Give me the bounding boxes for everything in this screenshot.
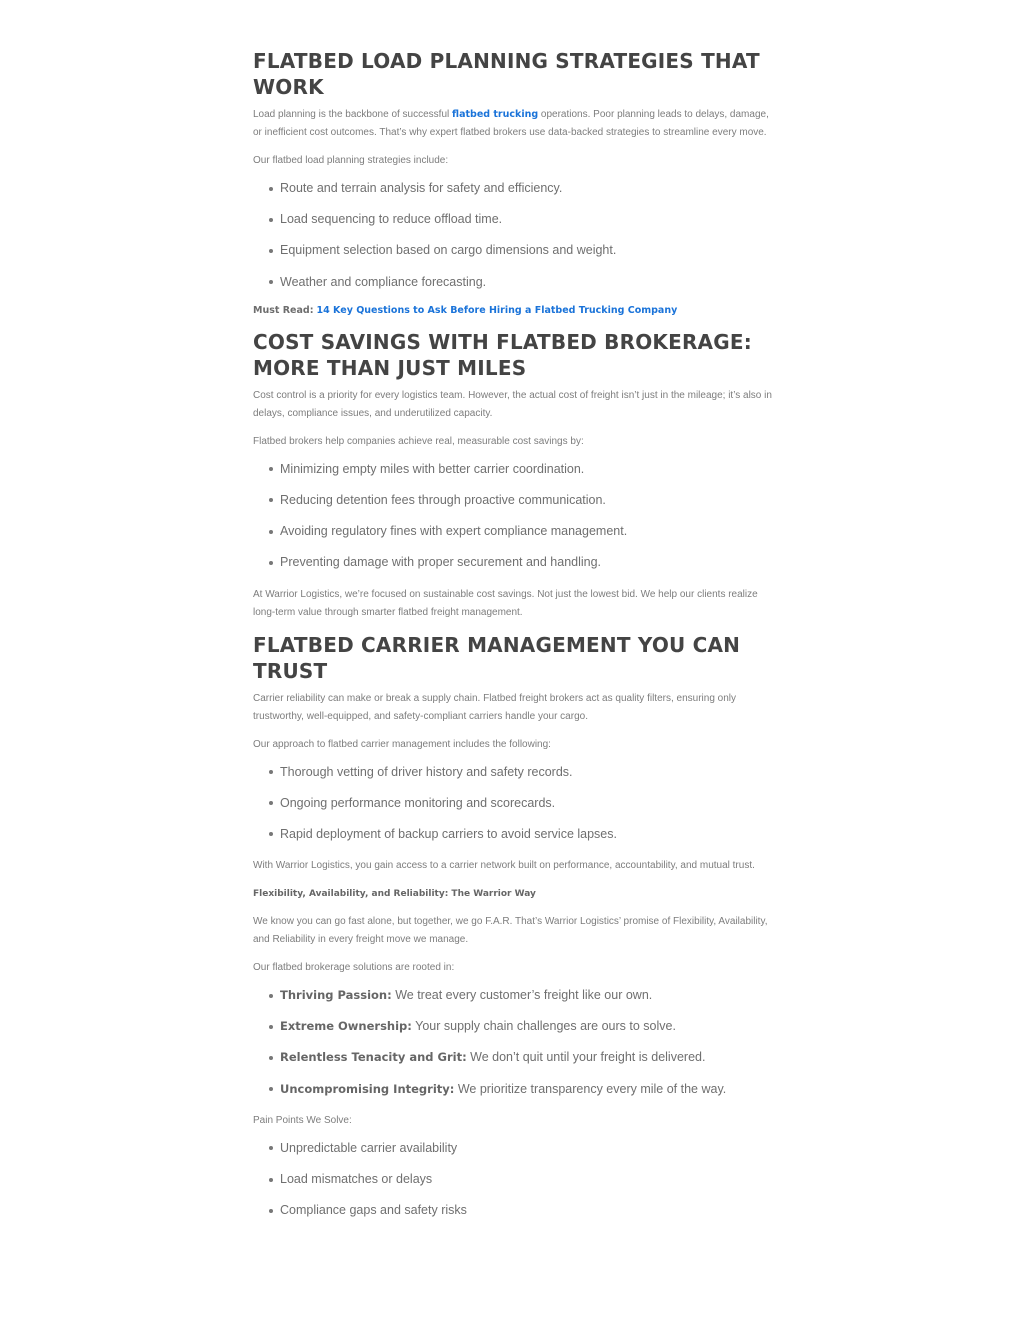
list-item: Reducing detention fees through proactive communication. <box>269 492 773 508</box>
list-item: Equipment selection based on cargo dimensions and weight. <box>269 242 773 258</box>
intro-text: Load planning is the backbone of successful <box>253 109 453 120</box>
value-text: We don’t quit until your freight is delivered. <box>466 1050 706 1065</box>
list-item: Ongoing performance monitoring and scorecards. <box>269 795 773 811</box>
must-read-label: Must Read: <box>253 304 314 316</box>
load-planning-list <box>253 180 773 290</box>
carrier-lead: Our approach to flatbed carrier management includes the following: <box>253 738 551 750</box>
cost-savings-closing: At Warrior Logistics, we’re focused on sustainable cost savings. Not just the lowest bid. We help our clients realize long-term value through smarter flatbed freight management. <box>253 588 758 618</box>
cost-savings-intro: Cost control is a priority for every logistics team. However, the actual cost of freight isn’t just in the mileage; it’s also in delays, compliance issues, and underutilized capacity. <box>253 389 772 419</box>
list-item: Preventing damage with proper securement and handling. <box>269 554 773 570</box>
list-item <box>269 1049 773 1065</box>
section-heading-cost-savings: COST SAVINGS WITH FLATBED BROKERAGE: MORE THAN JUST MILES <box>253 329 752 380</box>
list-item: Compliance gaps and safety risks <box>269 1202 773 1218</box>
list-item: Rapid deployment of backup carriers to avoid service lapses. <box>269 826 773 842</box>
value-label: Extreme Ownership: <box>280 1019 412 1034</box>
value-text: Your supply chain challenges are ours to solve. <box>411 1019 676 1034</box>
list-item <box>269 1018 773 1034</box>
load-planning-lead: Our flatbed load planning strategies include: <box>253 155 449 166</box>
section-heading-load-planning: FLATBED LOAD PLANNING STRATEGIES THAT WORK <box>253 49 760 99</box>
solutions-lead: Our flatbed brokerage solutions are rooted in: <box>253 962 455 974</box>
warrior-way-subheading: Flexibility, Availability, and Reliability: The Warrior Way <box>253 889 536 900</box>
value-text: We treat every customer’s freight like our own. <box>391 988 653 1003</box>
carrier-intro: Carrier reliability can make or break a supply chain. Flatbed freight brokers act as quality filters, ensuring only trustworthy, well-equipped, and safety-compliant carriers handle your cargo. <box>253 692 736 722</box>
list-item <box>269 987 773 1003</box>
article-content <box>253 48 773 1233</box>
list-item: Weather and compliance forecasting. <box>269 274 773 290</box>
list-item: Load mismatches or delays <box>269 1171 773 1187</box>
list-item: Thorough vetting of driver history and safety records. <box>269 764 773 780</box>
list-item: Unpredictable carrier availability <box>269 1140 773 1156</box>
section-heading-carrier-management: FLATBED CARRIER MANAGEMENT YOU CAN TRUST <box>253 632 741 683</box>
load-planning-intro <box>253 106 773 142</box>
cost-savings-list <box>253 461 773 571</box>
flatbed-trucking-link[interactable]: flatbed trucking <box>452 109 539 120</box>
list-item <box>269 1081 773 1097</box>
must-read-link[interactable]: 14 Key Questions to Ask Before Hiring a Flatbed Trucking Company <box>316 304 678 316</box>
value-text: We prioritize transparency every mile of the way. <box>454 1081 727 1096</box>
pain-points-list <box>253 1140 773 1218</box>
list-item: Load sequencing to reduce offload time. <box>269 211 773 227</box>
carrier-list <box>253 764 773 842</box>
carrier-closing: With Warrior Logistics, you gain access to a carrier network built on performance, accountability, and mutual trust. <box>253 860 755 872</box>
values-list <box>253 987 773 1097</box>
list-item: Avoiding regulatory fines with expert compliance management. <box>269 523 773 539</box>
list-item: Minimizing empty miles with better carrier coordination. <box>269 461 773 477</box>
list-item: Route and terrain analysis for safety and efficiency. <box>269 180 773 196</box>
intro-text-cont: operations. Poor planning leads to delays, damage, or inefficient cost outcomes. That’s why expert flatbed brokers use data-backed strategies to streamline every move. <box>253 109 769 138</box>
must-read <box>253 303 773 319</box>
far-paragraph: We know you can go fast alone, but together, we go F.A.R. That’s Warrior Logistics’ promise of Flexibility, Availability, and Reliability in every freight move we manage. <box>253 916 768 946</box>
value-label: Relentless Tenacity and Grit: <box>280 1050 467 1065</box>
value-label: Uncompromising Integrity: <box>280 1081 455 1096</box>
pain-points-lead: Pain Points We Solve: <box>253 1114 352 1126</box>
value-label: Thriving Passion: <box>280 988 392 1003</box>
cost-savings-lead: Flatbed brokers help companies achieve real, measurable cost savings by: <box>253 435 584 447</box>
